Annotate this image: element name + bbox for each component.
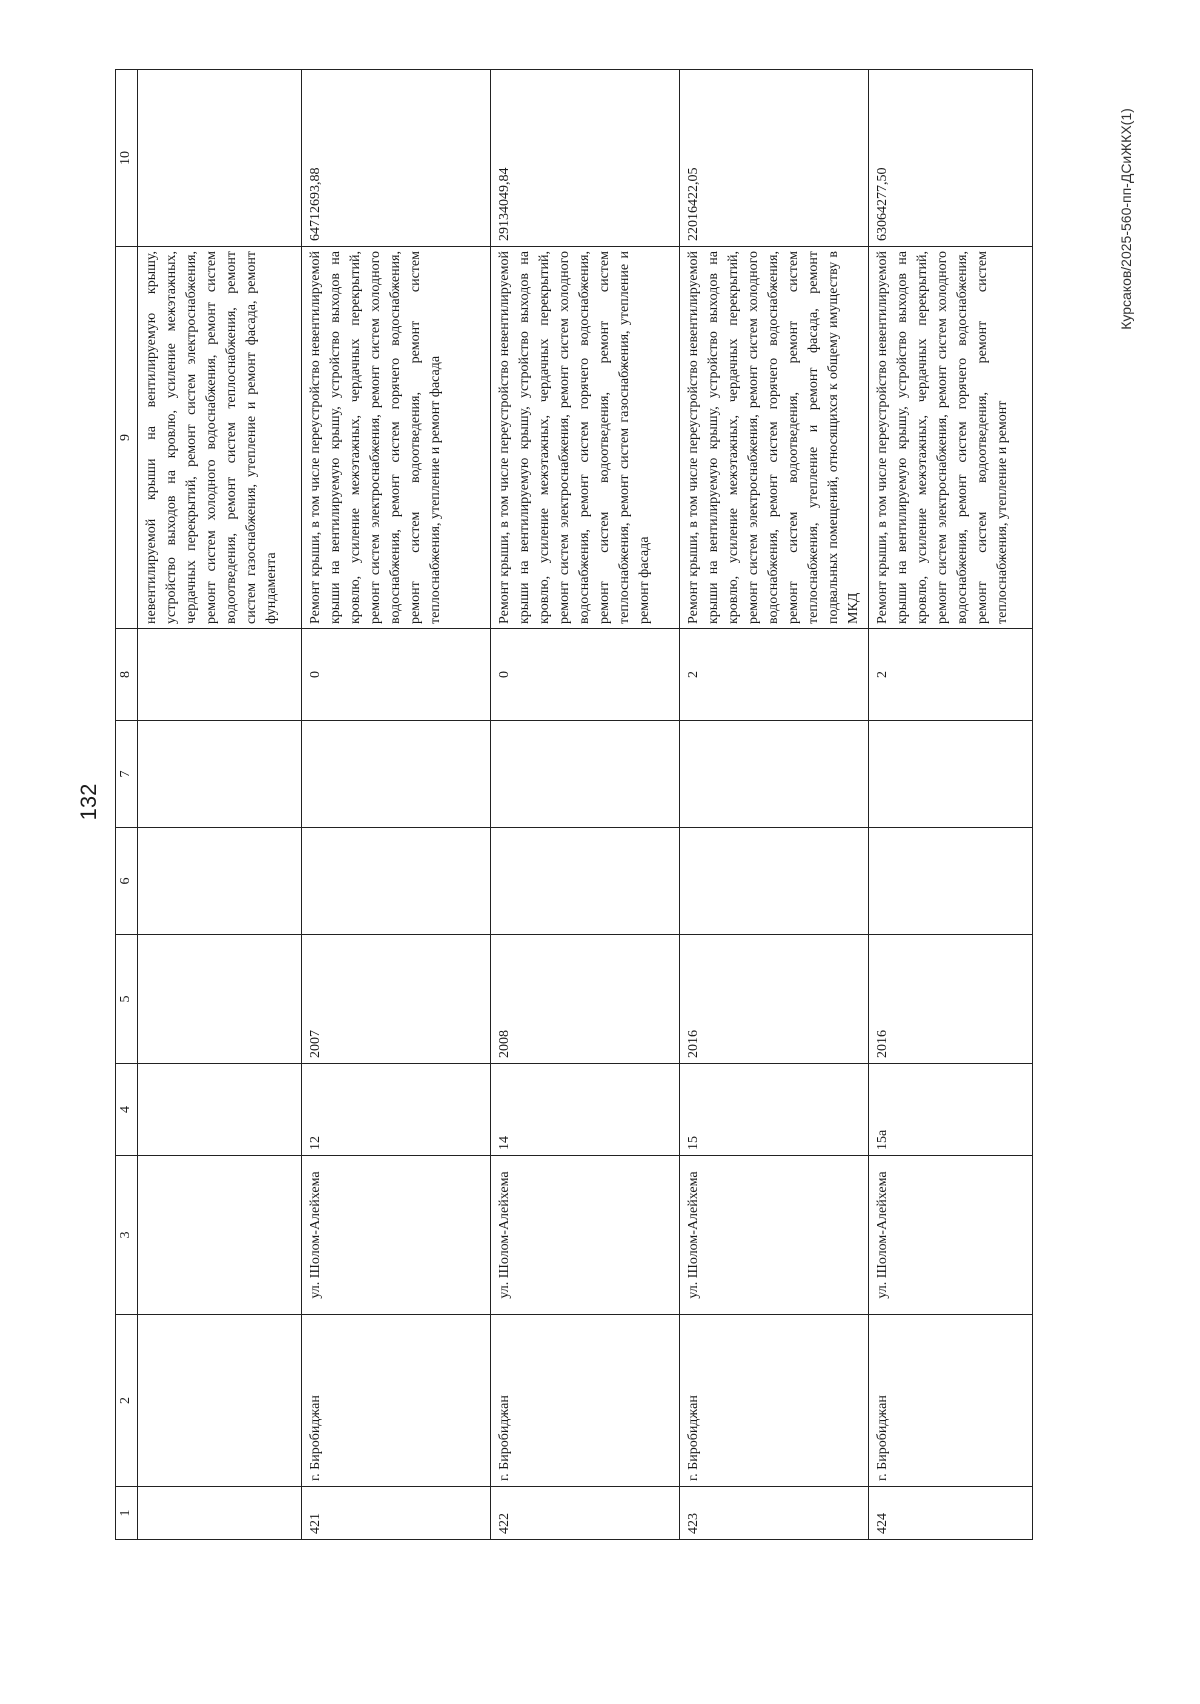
works-cell: Ремонт крыши, в том числе переустройство невентилируемой крыши на вентилируемую крышу, устройство выходов на кровлю, усиление межэтажных, чердачных перекрытий, ремонт систем электроснабжения, ремонт систем холодного водоснабжения, ремонт систем горячего водоснабжения, ремонт систем водоотведения, ремонт систем теплоснабжения, ремонт систем газоснабжения, утепление и ремонт фасада (491, 247, 680, 629)
row-number: 421 (302, 1487, 491, 1540)
table-cell (302, 828, 491, 935)
table-cell (491, 721, 680, 828)
table-cell (680, 721, 869, 828)
table-cell (138, 1064, 302, 1156)
table-cell (138, 1315, 302, 1487)
document-code: Курсаков/2025-560-пп-ДСиЖКХ(1) (1118, 108, 1134, 330)
header-cell: 1 (116, 1487, 138, 1540)
continuation-row (138, 70, 302, 1540)
col8-cell: 0 (302, 629, 491, 721)
table-cell (138, 629, 302, 721)
table-cell (138, 70, 302, 247)
header-cell: 8 (116, 629, 138, 721)
header-cell: 3 (116, 1156, 138, 1315)
works-cell: невентилируемой крыши на вентилируемую крышу, устройство выходов на кровлю, усиление межэтажных, чердачных перекрытий, ремонт систем электроснабжения, ремонт систем холодного водоснабжения, ремонт систем водоотведения, ремонт систем теплоснабжения, ремонт систем газоснабжения, утепление и ремонт фасада, ремонт фундамента (138, 247, 302, 629)
cost-cell: 64712693,88 (302, 70, 491, 247)
works-cell: Ремонт крыши, в том числе переустройство невентилируемой крыши на вентилируемую крышу, устройство выходов на кровлю, усиление межэтажных, чердачных перекрытий, ремонт систем электроснабжения, ремонт систем холодного водоснабжения, ремонт систем горячего водоснабжения, ремонт систем водоотведения, ремонт систем теплоснабжения, утепление и ремонт фасада (302, 247, 491, 629)
house-cell: 15 (680, 1064, 869, 1156)
row-number: 422 (491, 1487, 680, 1540)
street-cell: ул. Шолом-Алейхема (491, 1156, 680, 1315)
cost-cell: 63064277,50 (869, 70, 1033, 247)
table-cell (302, 721, 491, 828)
header-cell: 7 (116, 721, 138, 828)
table-cell (869, 828, 1033, 935)
city-cell: г. Биробиджан (869, 1315, 1033, 1487)
table-cell (869, 721, 1033, 828)
table-cell (138, 1156, 302, 1315)
cost-cell: 29134049,84 (491, 70, 680, 247)
col8-cell: 2 (869, 629, 1033, 721)
table-cell (680, 828, 869, 935)
works-cell: Ремонт крыши, в том числе переустройство невентилируемой крыши на вентилируемую крышу, устройство выходов на кровлю, усиление межэтажных, чердачных перекрытий, ремонт систем электроснабжения, ремонт систем холодного водоснабжения, ремонт систем горячего водоснабжения, ремонт систем водоотведения, ремонт систем теплоснабжения, утепление и ремонт (869, 247, 1033, 629)
table-cell (138, 721, 302, 828)
works-cell: Ремонт крыши, в том числе переустройство невентилируемой крыши на вентилируемую крышу, устройство выходов на кровлю, усиление межэтажных, чердачных перекрытий, ремонт систем электроснабжения, ремонт систем холодного водоснабжения, ремонт систем горячего водоснабжения, ремонт систем водоотведения, ремонт систем теплоснабжения, утепление и ремонт фасада, ремонт подвальных помещений, относящихся к общему имуществу в МКД (680, 247, 869, 629)
header-cell: 2 (116, 1315, 138, 1487)
street-cell: ул. Шолом-Алейхема (302, 1156, 491, 1315)
header-cell: 6 (116, 828, 138, 935)
cost-cell: 22016422,05 (680, 70, 869, 247)
table-cell (138, 935, 302, 1064)
header-cell: 4 (116, 1064, 138, 1156)
street-cell: ул. Шолом-Алейхема (869, 1156, 1033, 1315)
table-row (680, 70, 869, 1540)
table-row (302, 70, 491, 1540)
table-row (491, 70, 680, 1540)
col8-cell: 0 (491, 629, 680, 721)
header-cell: 10 (116, 70, 138, 247)
rotated-table-container (115, 70, 1070, 1540)
header-cell: 9 (116, 247, 138, 629)
row-number: 423 (680, 1487, 869, 1540)
column-number-header (116, 70, 138, 1540)
city-cell: г. Биробиджан (491, 1315, 680, 1487)
house-cell: 15а (869, 1064, 1033, 1156)
year-cell: 2008 (491, 935, 680, 1064)
col8-cell: 2 (680, 629, 869, 721)
year-cell: 2016 (680, 935, 869, 1064)
table-cell (138, 1487, 302, 1540)
row-number: 424 (869, 1487, 1033, 1540)
city-cell: г. Биробиджан (302, 1315, 491, 1487)
capital-repair-table (115, 69, 1033, 1540)
table-cell (138, 828, 302, 935)
header-cell: 5 (116, 935, 138, 1064)
city-cell: г. Биробиджан (680, 1315, 869, 1487)
street-cell: ул. Шолом-Алейхема (680, 1156, 869, 1315)
year-cell: 2016 (869, 935, 1033, 1064)
table-row (869, 70, 1033, 1540)
page-number: 132 (76, 783, 101, 821)
year-cell: 2007 (302, 935, 491, 1064)
house-cell: 14 (491, 1064, 680, 1156)
house-cell: 12 (302, 1064, 491, 1156)
table-cell (491, 828, 680, 935)
